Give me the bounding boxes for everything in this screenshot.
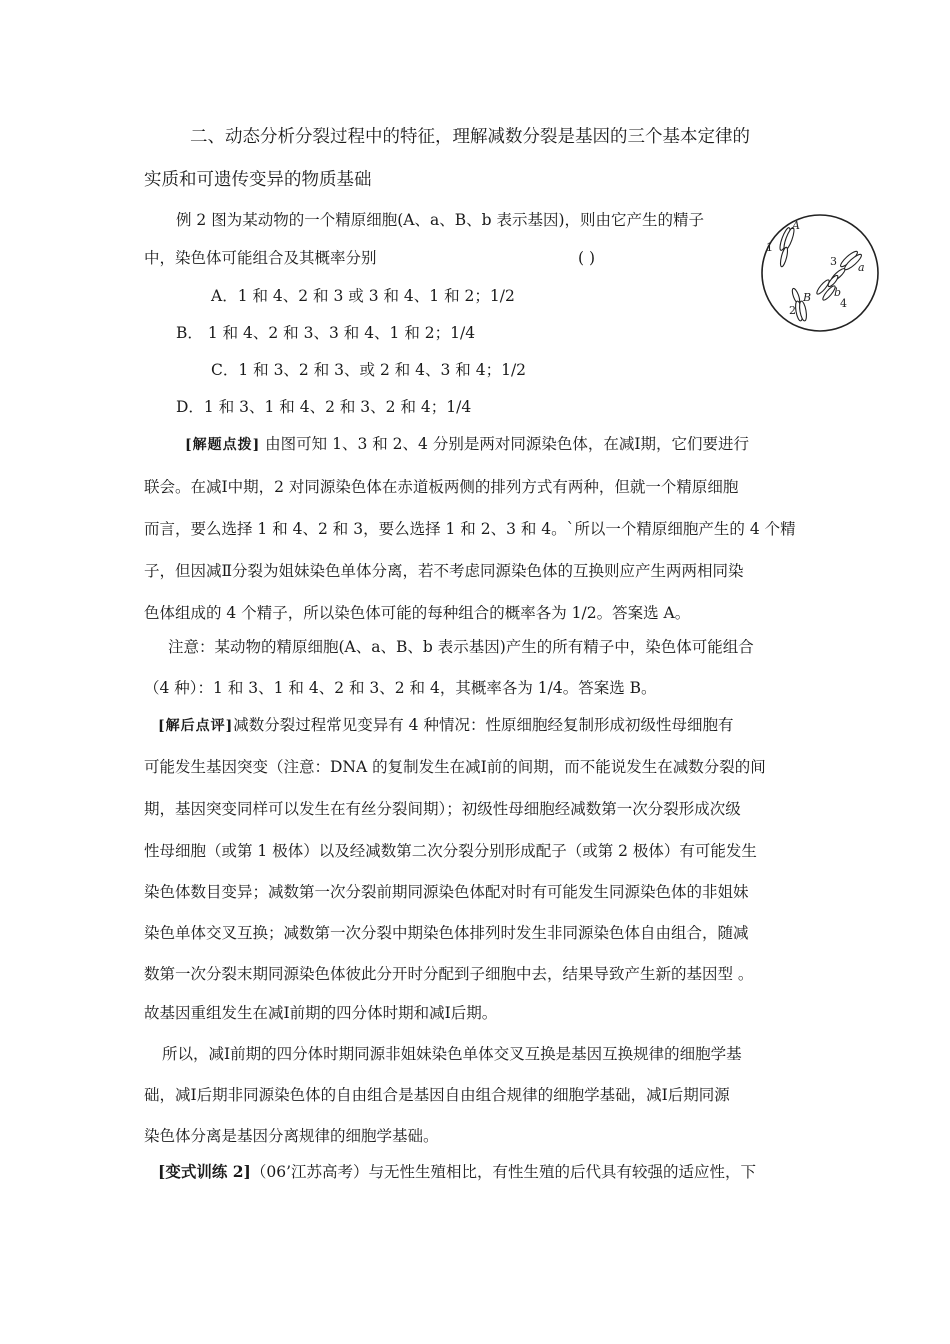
- label-chromosome-1: 1: [766, 241, 773, 254]
- chromosome-1: [778, 227, 796, 268]
- label-chromosome-3: 3: [830, 255, 837, 268]
- label-gene-b: b: [834, 286, 842, 299]
- analysis-line3: 而言，要么选择 1 和 4、2 和 3，要么选择 1 和 2、3 和 4。`所以一个精原细胞产生的 4 个精: [144, 520, 796, 538]
- review-line6: 染色单体交叉互换；减数第一次分裂中期染色体排列时发生非同源染色体自由组合，随减: [144, 924, 749, 942]
- review-line1: [158, 715, 733, 736]
- section-title-line2: 实质和可遗传变异的物质基础: [144, 170, 372, 190]
- variant-line: [158, 1162, 756, 1182]
- option-b: B． 1 和 4、2 和 3、3 和 4、1 和 2；1/4: [176, 324, 476, 342]
- answer-parenthesis: ( ): [578, 249, 596, 267]
- analysis-line1: [185, 434, 749, 455]
- review-line2: 可能发生基因突变（注意：DNA 的复制发生在减Ⅰ前的间期，而不能说发生在减数分裂的间: [144, 758, 766, 776]
- option-c: C．1 和 3、2 和 3、或 2 和 4、3 和 4；1/2: [211, 361, 527, 379]
- conclusion-line2: 础，减Ⅰ后期非同源染色体的自由组合是基因自由组合规律的细胞学基础，减Ⅰ后期同源: [144, 1086, 730, 1104]
- variant-text: （06’江苏高考）与无性生殖相比，有性生殖的后代具有较强的适应性，下: [250, 1163, 757, 1181]
- label-gene-B: B: [803, 291, 812, 304]
- analysis-line2: 联会。在减Ⅰ中期，2 对同源染色体在赤道板两侧的排列方式有两种，但就一个精原细胞: [144, 478, 739, 496]
- review-line7: 数第一次分裂末期同源染色体彼此分开时分配到子细胞中去，结果导致产生新的基因型 。: [144, 965, 754, 983]
- option-d: D．1 和 3、1 和 4、2 和 3、2 和 4；1/4: [176, 398, 472, 416]
- review-line1-text: 减数分裂过程常见变异有 4 种情况：性原细胞经复制形成初级性母细胞有: [233, 716, 734, 734]
- note-line1: 注意：某动物的精原细胞(A、a、B、b 表示基因)产生的所有精子中，染色体可能组合: [168, 638, 754, 656]
- label-chromosome-4: 4: [840, 297, 847, 310]
- review-line5: 染色体数目变异；减数第一次分裂前期同源染色体配对时有可能发生同源染色体的非姐妹: [144, 883, 749, 901]
- variant-tag: [变式训练 2]: [158, 1162, 251, 1181]
- label-chromosome-2: 2: [789, 304, 796, 317]
- conclusion-line3: 染色体分离是基因分离规律的细胞学基础。: [144, 1127, 439, 1145]
- review-line3: 期，基因突变同样可以发生在有丝分裂间期）；初级性母细胞经减数第一次分裂形成次级: [144, 800, 741, 818]
- option-a: A．1 和 4、2 和 3 或 3 和 4、1 和 2；1/2: [211, 287, 515, 305]
- note-line2: （4 种）：1 和 3、1 和 4、2 和 3、2 和 4，其概率各为 1/4。答案选 B。: [144, 679, 657, 697]
- label-gene-A: A: [792, 219, 800, 232]
- conclusion-line1: 所以，减Ⅰ前期的四分体时期同源非姐妹染色单体交叉互换是基因互换规律的细胞学基: [162, 1045, 742, 1063]
- example-question-line1: 例 2 图为某动物的一个精原细胞(A、a、B、b 表示基因)，则由它产生的精子: [176, 211, 704, 229]
- analysis-line1-text: 由图可知 1、3 和 2、4 分别是两对同源染色体，在减Ⅰ期，它们要进行: [260, 435, 749, 453]
- section-title-line1: 二、动态分析分裂过程中的特征，理解减数分裂是基因的三个基本定律的: [190, 127, 750, 147]
- review-tag: [解后点评]: [158, 718, 234, 734]
- label-gene-a: a: [858, 261, 865, 274]
- example-question-line2: 中，染色体可能组合及其概率分别: [144, 249, 377, 267]
- review-line8: 故基因重组发生在减Ⅰ前期的四分体时期和减Ⅰ后期。: [144, 1004, 498, 1022]
- analysis-tag: [解题点拨]: [185, 437, 261, 453]
- analysis-line5: 色体组成的 4 个精子，所以染色体可能的每种组合的概率各为 1/2。答案选 A。: [144, 604, 691, 622]
- review-line4: 性母细胞（或第 1 极体）以及经减数第二次分裂分别形成配子（或第 2 极体）有可能发生: [144, 842, 757, 860]
- analysis-line4: 子，但因减Ⅱ分裂为姐妹染色单体分离，若不考虑同源染色体的互换则应产生两两相同染: [144, 562, 744, 580]
- sperm-cell-chromosome-figure: [760, 205, 882, 341]
